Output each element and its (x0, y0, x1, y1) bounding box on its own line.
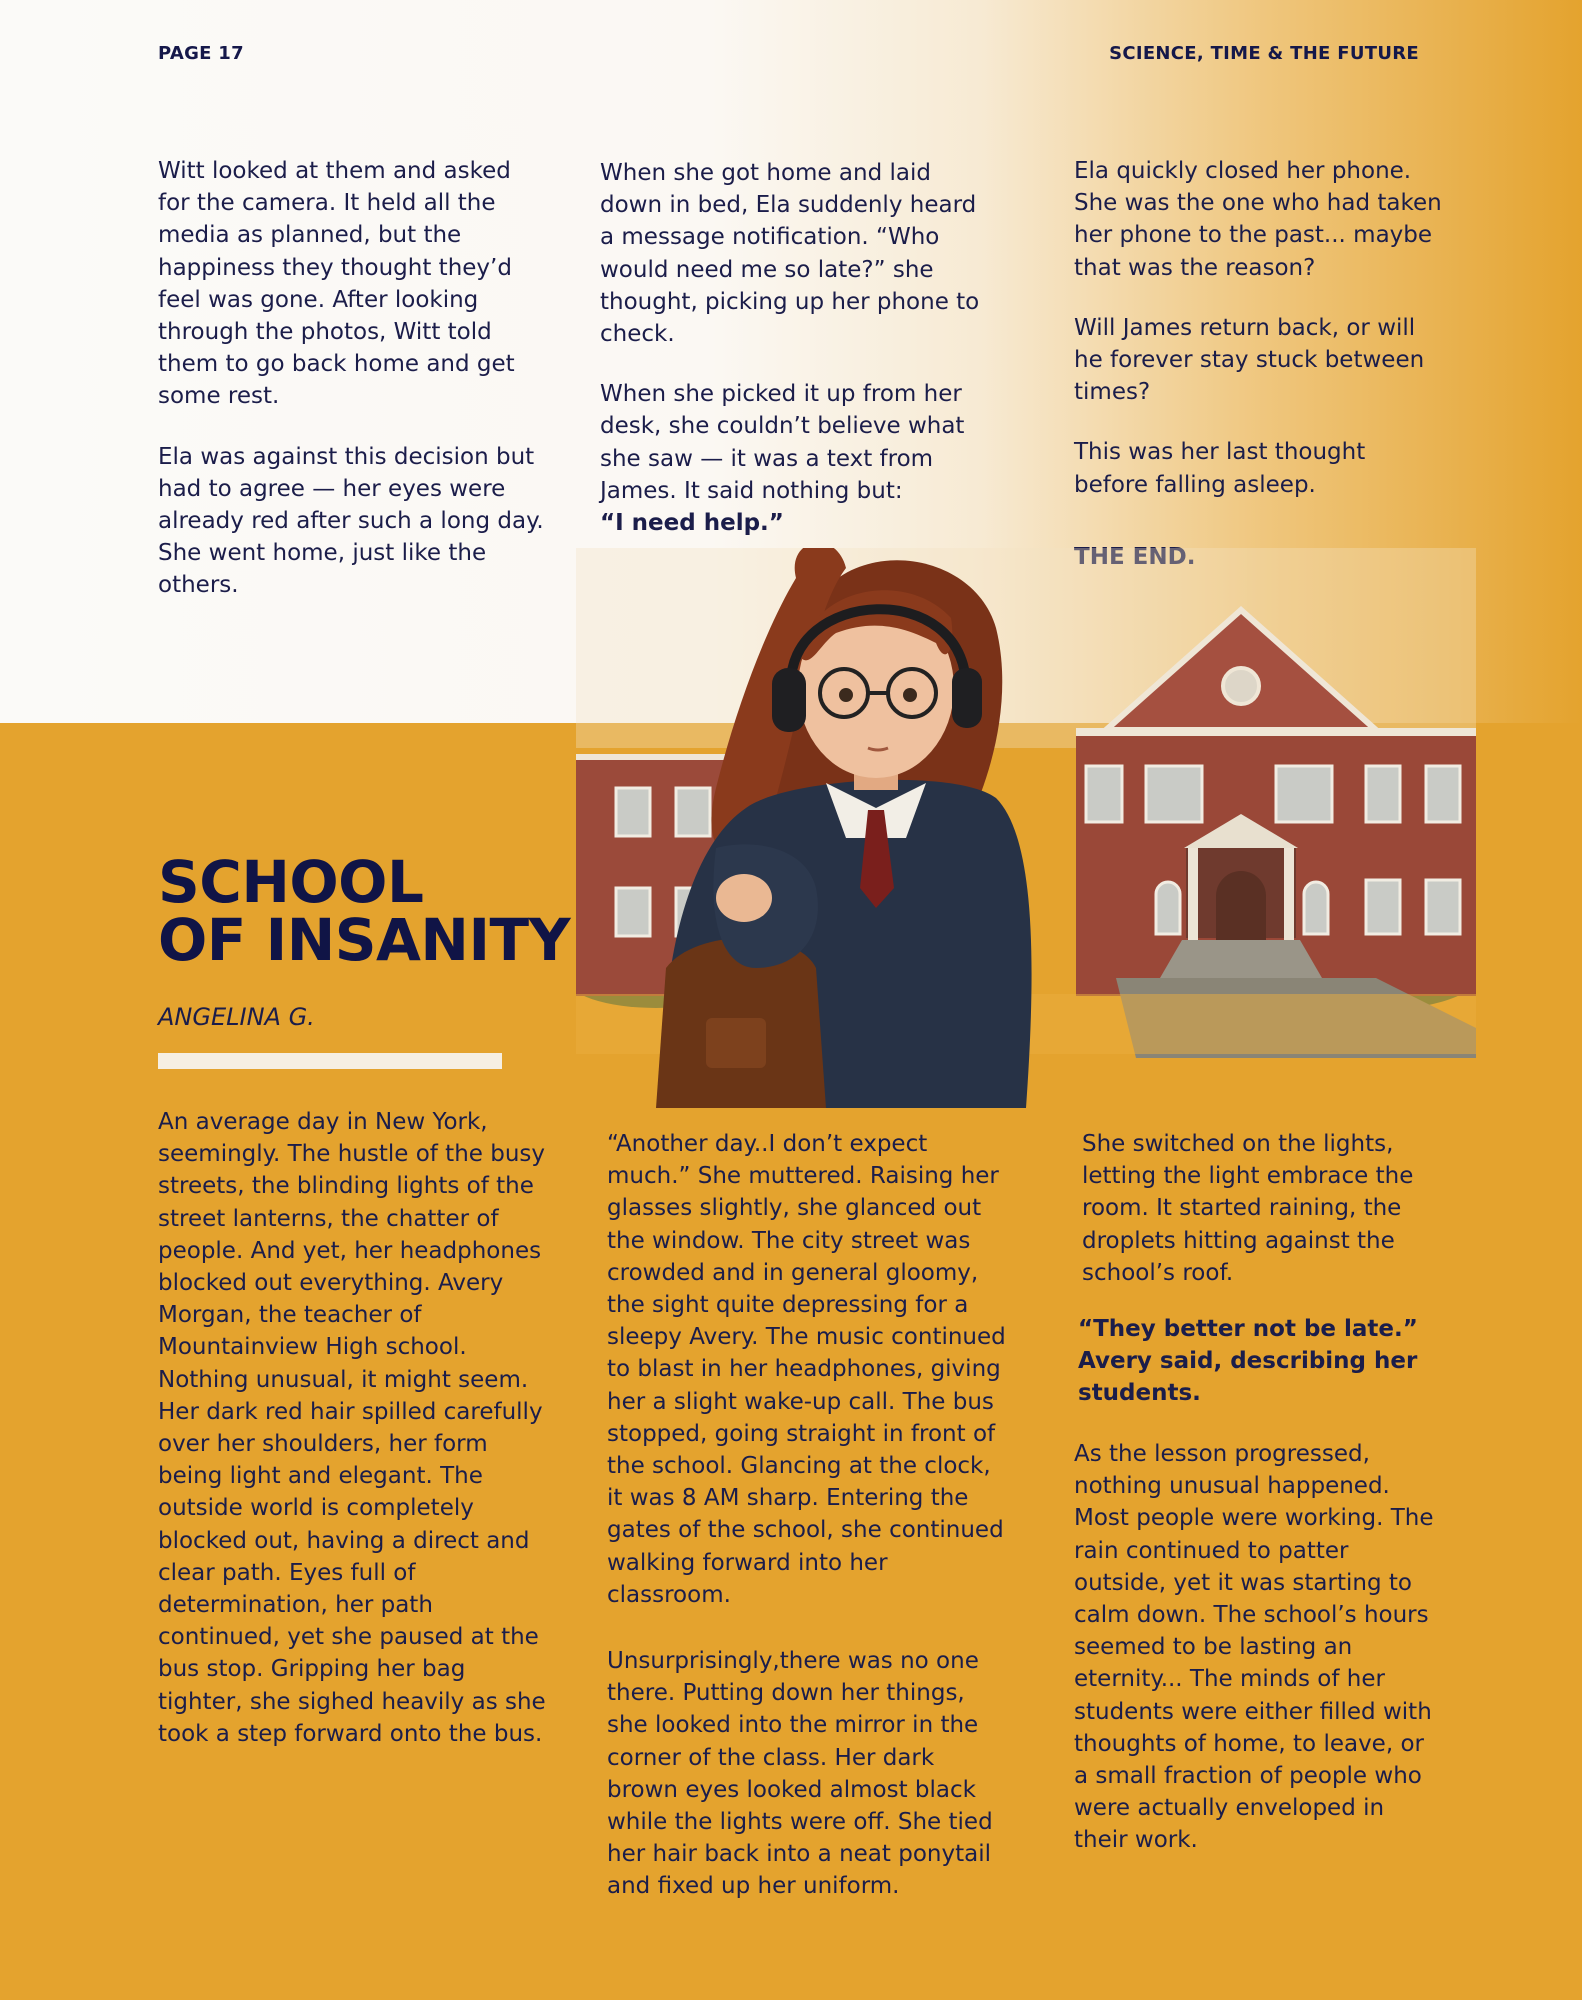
paragraph: Ela was against this decision but had to agree — her eyes were already red after such a long day. She went home, just like the others. (158, 443, 544, 599)
paragraph: Will James return back, or will he forever stay stuck between times? (1074, 314, 1425, 406)
paragraph: Ela quickly closed her phone. She was the one who had taken her phone to the past... maybe that was the reason? (1074, 158, 1442, 281)
paragraph: This was her last thought before falling asleep. (1074, 439, 1366, 498)
paragraph: When she picked it up from her desk, she couldn’t believe what she saw — it was a text from James. It said nothing but: (600, 381, 965, 504)
story-column-3a (1078, 1128, 1432, 1438)
paragraph: “Another day..I don’t expect much.” She muttered. Raising her glasses slightly, she glanced out the window. The city street was crowded and in general gloomy, the sight quite depressing for a sleepy Avery. The music continued to blast in her headphones, giving her a slight wake-up call. The bus stopped, going straight in front of the school. Glancing at the clock, it was 8 AM sharp. Entering the gates of the school, she continued walking forward into her classroom. (607, 1131, 1006, 1608)
prev-story-column-1 (158, 155, 548, 630)
paragraph: When she got home and laid down in bed, Ela suddenly heard a message notification. “Who would need me so late?” she thought, picking up her phone to check. (600, 160, 980, 348)
section-title: SCIENCE, TIME & THE FUTURE (1109, 43, 1419, 64)
story-column-2 (607, 1128, 1012, 1931)
story-title (158, 848, 571, 974)
page-number: PAGE 17 (158, 43, 244, 64)
story-column-3b (1074, 1438, 1434, 1885)
paragraph: As the lesson progressed, nothing unusual happened. Most people were working. The rain continued to patter outside, yet it was starting to calm down. The school’s hours seemed to be lasting an eternity... The minds of her students were either filled with thoughts of home, to leave, or a small fraction of people who were actually enveloped in their work. (1074, 1441, 1434, 1854)
title-line-1: SCHOOL (158, 848, 424, 916)
paragraph: She switched on the lights, letting the light embrace the room. It started raining, the droplets hitting against the school’s roof. (1082, 1131, 1414, 1286)
story-illustration (576, 548, 1476, 1108)
quote: “They better not be late.” Avery said, describing her students. (1078, 1316, 1418, 1407)
story-column-1 (158, 1106, 548, 1778)
prev-story-column-3 (1074, 155, 1444, 601)
the-end: THE END. (1074, 543, 1196, 570)
title-line-2: OF INSANITY (158, 906, 571, 974)
paragraph: An average day in New York, seemingly. The hustle of the busy streets, the blinding lights of the street lanterns, the chatter of people. And yet, her headphones blocked out everything. Avery Morgan, the teacher of Mountainview High school. Nothing unusual, it might seem. Her dark red hair spilled carefully over her shoulders, her form being light and elegant. The outside world is completely blocked out, having a direct and clear path. Eyes full of determination, her path continued, yet she paused at the bus stop. Gripping her bag tighter, she sighed heavily as she took a step forward onto the bus. (158, 1109, 546, 1747)
paragraph: Witt looked at them and asked for the camera. It held all the media as planned, but the happiness they thought they’d feel was gone. After looking through the photos, Witt told them to go back home and get some rest. (158, 158, 515, 410)
prev-story-column-2 (600, 157, 990, 567)
author-name: ANGELINA G. (158, 1003, 315, 1031)
title-divider (158, 1053, 502, 1069)
paragraph: Unsurprisingly,there was no one there. Putting down her things, she looked into the mirror in the corner of the class. Her dark brown eyes looked almost black while the lights were off. She tied her hair back into a neat ponytail and fixed up her uniform. (607, 1648, 993, 1900)
headphones-icon (772, 668, 806, 732)
quote: “I need help.” (600, 510, 784, 537)
